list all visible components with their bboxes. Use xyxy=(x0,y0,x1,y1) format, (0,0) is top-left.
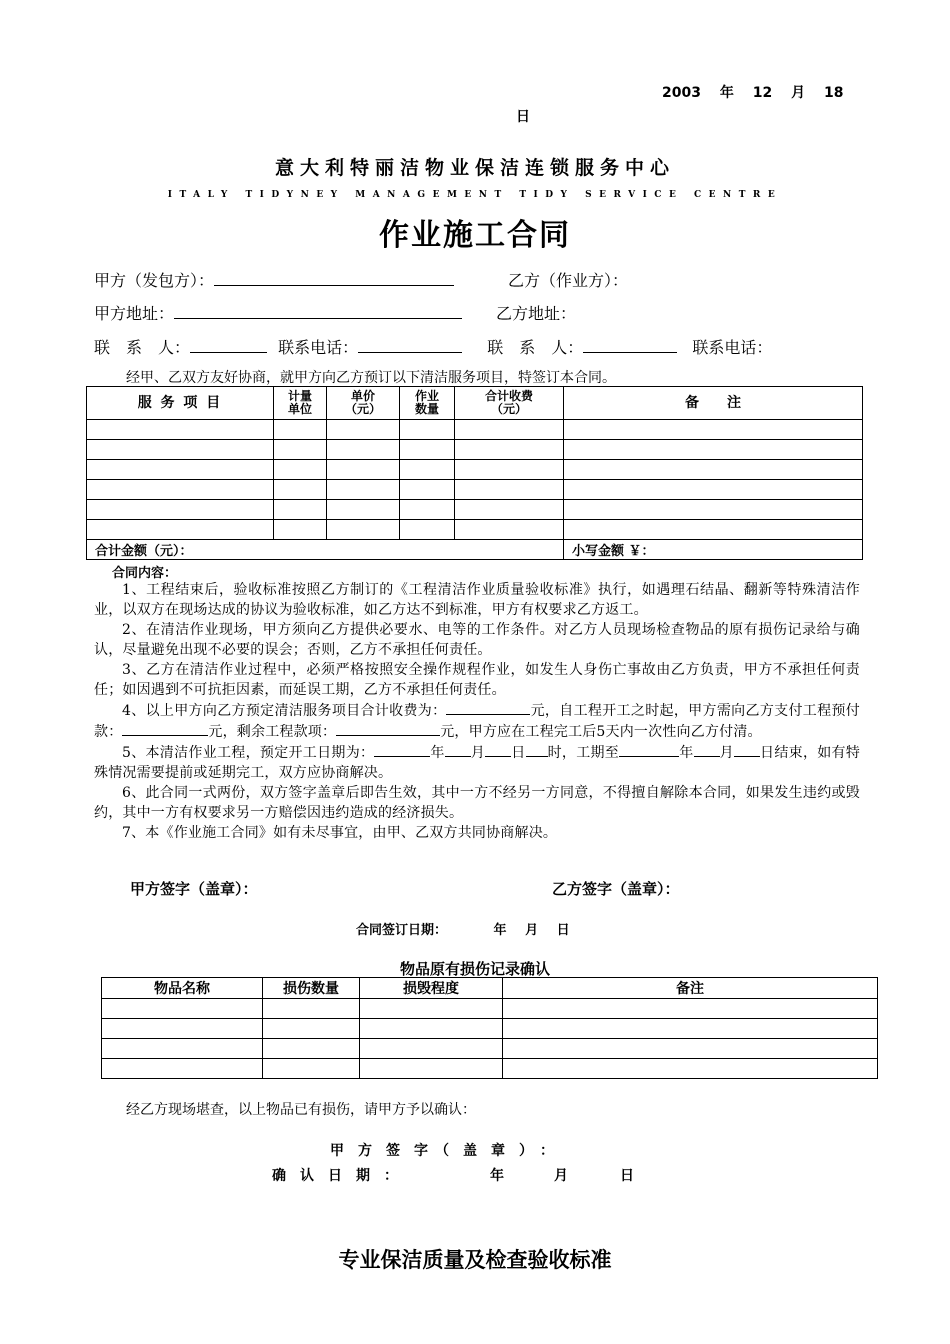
table-row xyxy=(87,440,863,460)
party-a-label: 甲方（发包方）： xyxy=(94,271,215,290)
table-row xyxy=(102,1059,878,1079)
party-b-signature: 乙方签字（盖章）： xyxy=(552,880,680,898)
table-row xyxy=(87,500,863,520)
clause-4-d: 元，甲方应在工程完工后5天内一次性向乙方付清。 xyxy=(440,724,762,740)
clauses xyxy=(94,580,860,843)
clause-6: 6、此合同一式两份，双方签字盖章后即告生效，其中一方不经另一方同意，不得擅自解除本合同，如果发生违约或毁约，其中一方有权要求另一方赔偿因违约造成的经济损失。 xyxy=(94,785,860,821)
clause-5-year2: 年 xyxy=(679,745,694,761)
phone-b-label: 联系电话： xyxy=(692,338,773,357)
page-title: 作业施工合同 xyxy=(379,218,571,253)
clause-4-a: 4、以上甲方向乙方预定清洁服务项目合计收费为： xyxy=(122,703,447,719)
clause-5-month: 月 xyxy=(470,745,486,761)
clause-5 xyxy=(94,742,860,783)
contact-a-label: 联 系 人： xyxy=(94,338,191,357)
date-year: 2003 xyxy=(662,85,701,101)
party-a-row xyxy=(94,268,454,291)
start-day-field[interactable] xyxy=(485,742,511,757)
clause-5-year: 年 xyxy=(430,745,445,761)
total-row xyxy=(87,540,863,560)
small-total-label: 小写金额 ￥： xyxy=(564,540,863,560)
date-day: 18 xyxy=(823,85,844,101)
confirm-month: 月 xyxy=(554,1168,568,1184)
sign-date-month: 月 xyxy=(525,923,539,938)
col-damage-remarks: 备注 xyxy=(503,978,878,999)
date-day-unit: 日 xyxy=(516,109,530,125)
clause-4 xyxy=(94,700,860,742)
service-table-header xyxy=(87,387,863,420)
party-a-field[interactable] xyxy=(214,269,454,286)
table-row xyxy=(102,1019,878,1039)
contact-a-field[interactable] xyxy=(190,336,267,353)
col-total: 合计收费 （元） xyxy=(455,387,564,420)
clause-4-c: 元，剩余工程款项： xyxy=(208,724,337,740)
table-row xyxy=(102,999,878,1019)
clause-5-month2: 月 xyxy=(719,745,734,761)
phone-a-field[interactable] xyxy=(358,336,462,353)
footer-title: 专业保洁质量及检查验收标准 xyxy=(338,1247,612,1272)
contact-b-field[interactable] xyxy=(583,336,677,353)
clause-5-day2: 日 xyxy=(759,745,775,761)
damage-table-header xyxy=(102,978,878,999)
sign-date-year: 年 xyxy=(493,923,507,938)
party-b-addr-label: 乙方地址： xyxy=(496,304,577,323)
col-service-item: 服 务 项 目 xyxy=(87,387,274,420)
end-month-field[interactable] xyxy=(694,742,720,757)
date-year-unit: 年 xyxy=(719,85,734,101)
clause-2: 2、在清洁作业现场，甲方须向乙方提供必要水、电等的工作条件。对乙方人员现场检查物品的原有损伤记录给与确认，尽量避免出现不必要的误会；否则，乙方不承担任何责任。 xyxy=(94,622,860,658)
damage-note: 经乙方现场堪查，以上物品已有损伤，请甲方予以确认： xyxy=(126,1102,476,1118)
sign-date-label: 合同签订日期： xyxy=(356,923,448,938)
total-fee-field[interactable] xyxy=(446,700,530,715)
damage-table xyxy=(101,977,878,1079)
table-row xyxy=(87,520,863,540)
start-month-field[interactable] xyxy=(445,742,471,757)
col-damage-degree: 损毁程度 xyxy=(360,978,503,999)
party-b-label: 乙方（作业方）： xyxy=(508,271,629,290)
table-row xyxy=(87,420,863,440)
contact-row xyxy=(94,335,772,358)
table-row xyxy=(87,480,863,500)
party-a-signature: 甲方签字（盖章）： xyxy=(130,880,258,898)
sign-date-day: 日 xyxy=(556,923,570,938)
col-remarks: 备 注 xyxy=(564,387,863,420)
start-hour-field[interactable] xyxy=(526,742,548,757)
clause-5-a: 5、本清洁作业工程，预定开工日期为： xyxy=(122,745,375,761)
end-day-field[interactable] xyxy=(734,742,760,757)
clause-5-hour: 时，工期至 xyxy=(547,745,620,761)
confirm-year: 年 xyxy=(490,1168,504,1184)
end-year-field[interactable] xyxy=(619,742,679,757)
start-year-field[interactable] xyxy=(374,742,430,757)
advance-fee-field[interactable] xyxy=(122,721,208,736)
phone-a-label: 联系电话： xyxy=(278,338,359,357)
clause-7: 7、本《作业施工合同》如有未尽事宜，由甲、乙双方共同协商解决。 xyxy=(122,825,558,841)
clause-4-b: 元，自工程开工之时起，甲方需向乙方支付工程预付款： xyxy=(94,703,860,740)
clause-1: 1、工程结束后，验收标准按照乙方制订的《工程清洁作业质量验收标准》执行，如遇理石结晶、翻新等特殊清洁作业，以双方在现场达成的协议为验收标准，如乙方达不到标准，甲方有权要求乙方返工。 xyxy=(94,582,860,618)
col-quantity: 作业 数量 xyxy=(400,387,455,420)
total-amount-label: 合计金额（元）： xyxy=(87,540,564,560)
damage-sign-label: 甲 方 签 字 （ 盖 章 ） ： xyxy=(330,1143,554,1159)
date-month-unit: 月 xyxy=(791,85,806,101)
confirm-date-label: 确 认 日 期 ： xyxy=(272,1168,398,1184)
clause-3: 3、乙方在清洁作业过程中，必须严格按照安全操作规程作业，如发生人身伤亡事故由乙方负责，甲方不承担任何责任；如因遇到不可抗拒因素，而延误工期，乙方不承担任何责任。 xyxy=(94,662,860,698)
col-damage-qty: 损伤数量 xyxy=(263,978,360,999)
sign-date xyxy=(356,919,570,938)
contract-heading: 合同内容： xyxy=(112,566,178,581)
intro-text: 经甲、乙双方友好协商，就甲方向乙方预订以下清洁服务项目，特签订本合同。 xyxy=(126,370,616,386)
confirm-day: 日 xyxy=(620,1168,634,1184)
party-a-addr-row xyxy=(94,301,462,324)
date-line xyxy=(662,82,843,102)
col-price: 单价 （元） xyxy=(327,387,400,420)
party-a-addr-field[interactable] xyxy=(174,302,462,319)
contact-b-label: 联 系 人： xyxy=(487,338,584,357)
company-name-en: ITALY TIDYNEY MANAGEMENT TIDY SERVICE CENTRE xyxy=(167,190,783,200)
clause-5-day: 日 xyxy=(511,745,526,761)
date-month: 12 xyxy=(752,85,773,101)
company-name-cn: 意大利特丽洁物业保洁连锁服务中心 xyxy=(274,157,675,179)
confirm-date xyxy=(272,1165,634,1185)
col-unit: 计量 单位 xyxy=(274,387,327,420)
damage-title: 物品原有损伤记录确认 xyxy=(399,960,550,978)
table-row xyxy=(102,1039,878,1059)
table-row xyxy=(87,460,863,480)
service-table xyxy=(86,386,863,560)
party-a-addr-label: 甲方地址： xyxy=(94,304,175,323)
clause-5-b: 结束，如有特殊情况需要提前或延期完工，双方应协商解决。 xyxy=(94,745,861,781)
col-item-name: 物品名称 xyxy=(102,978,263,999)
remaining-fee-field[interactable] xyxy=(336,721,440,736)
